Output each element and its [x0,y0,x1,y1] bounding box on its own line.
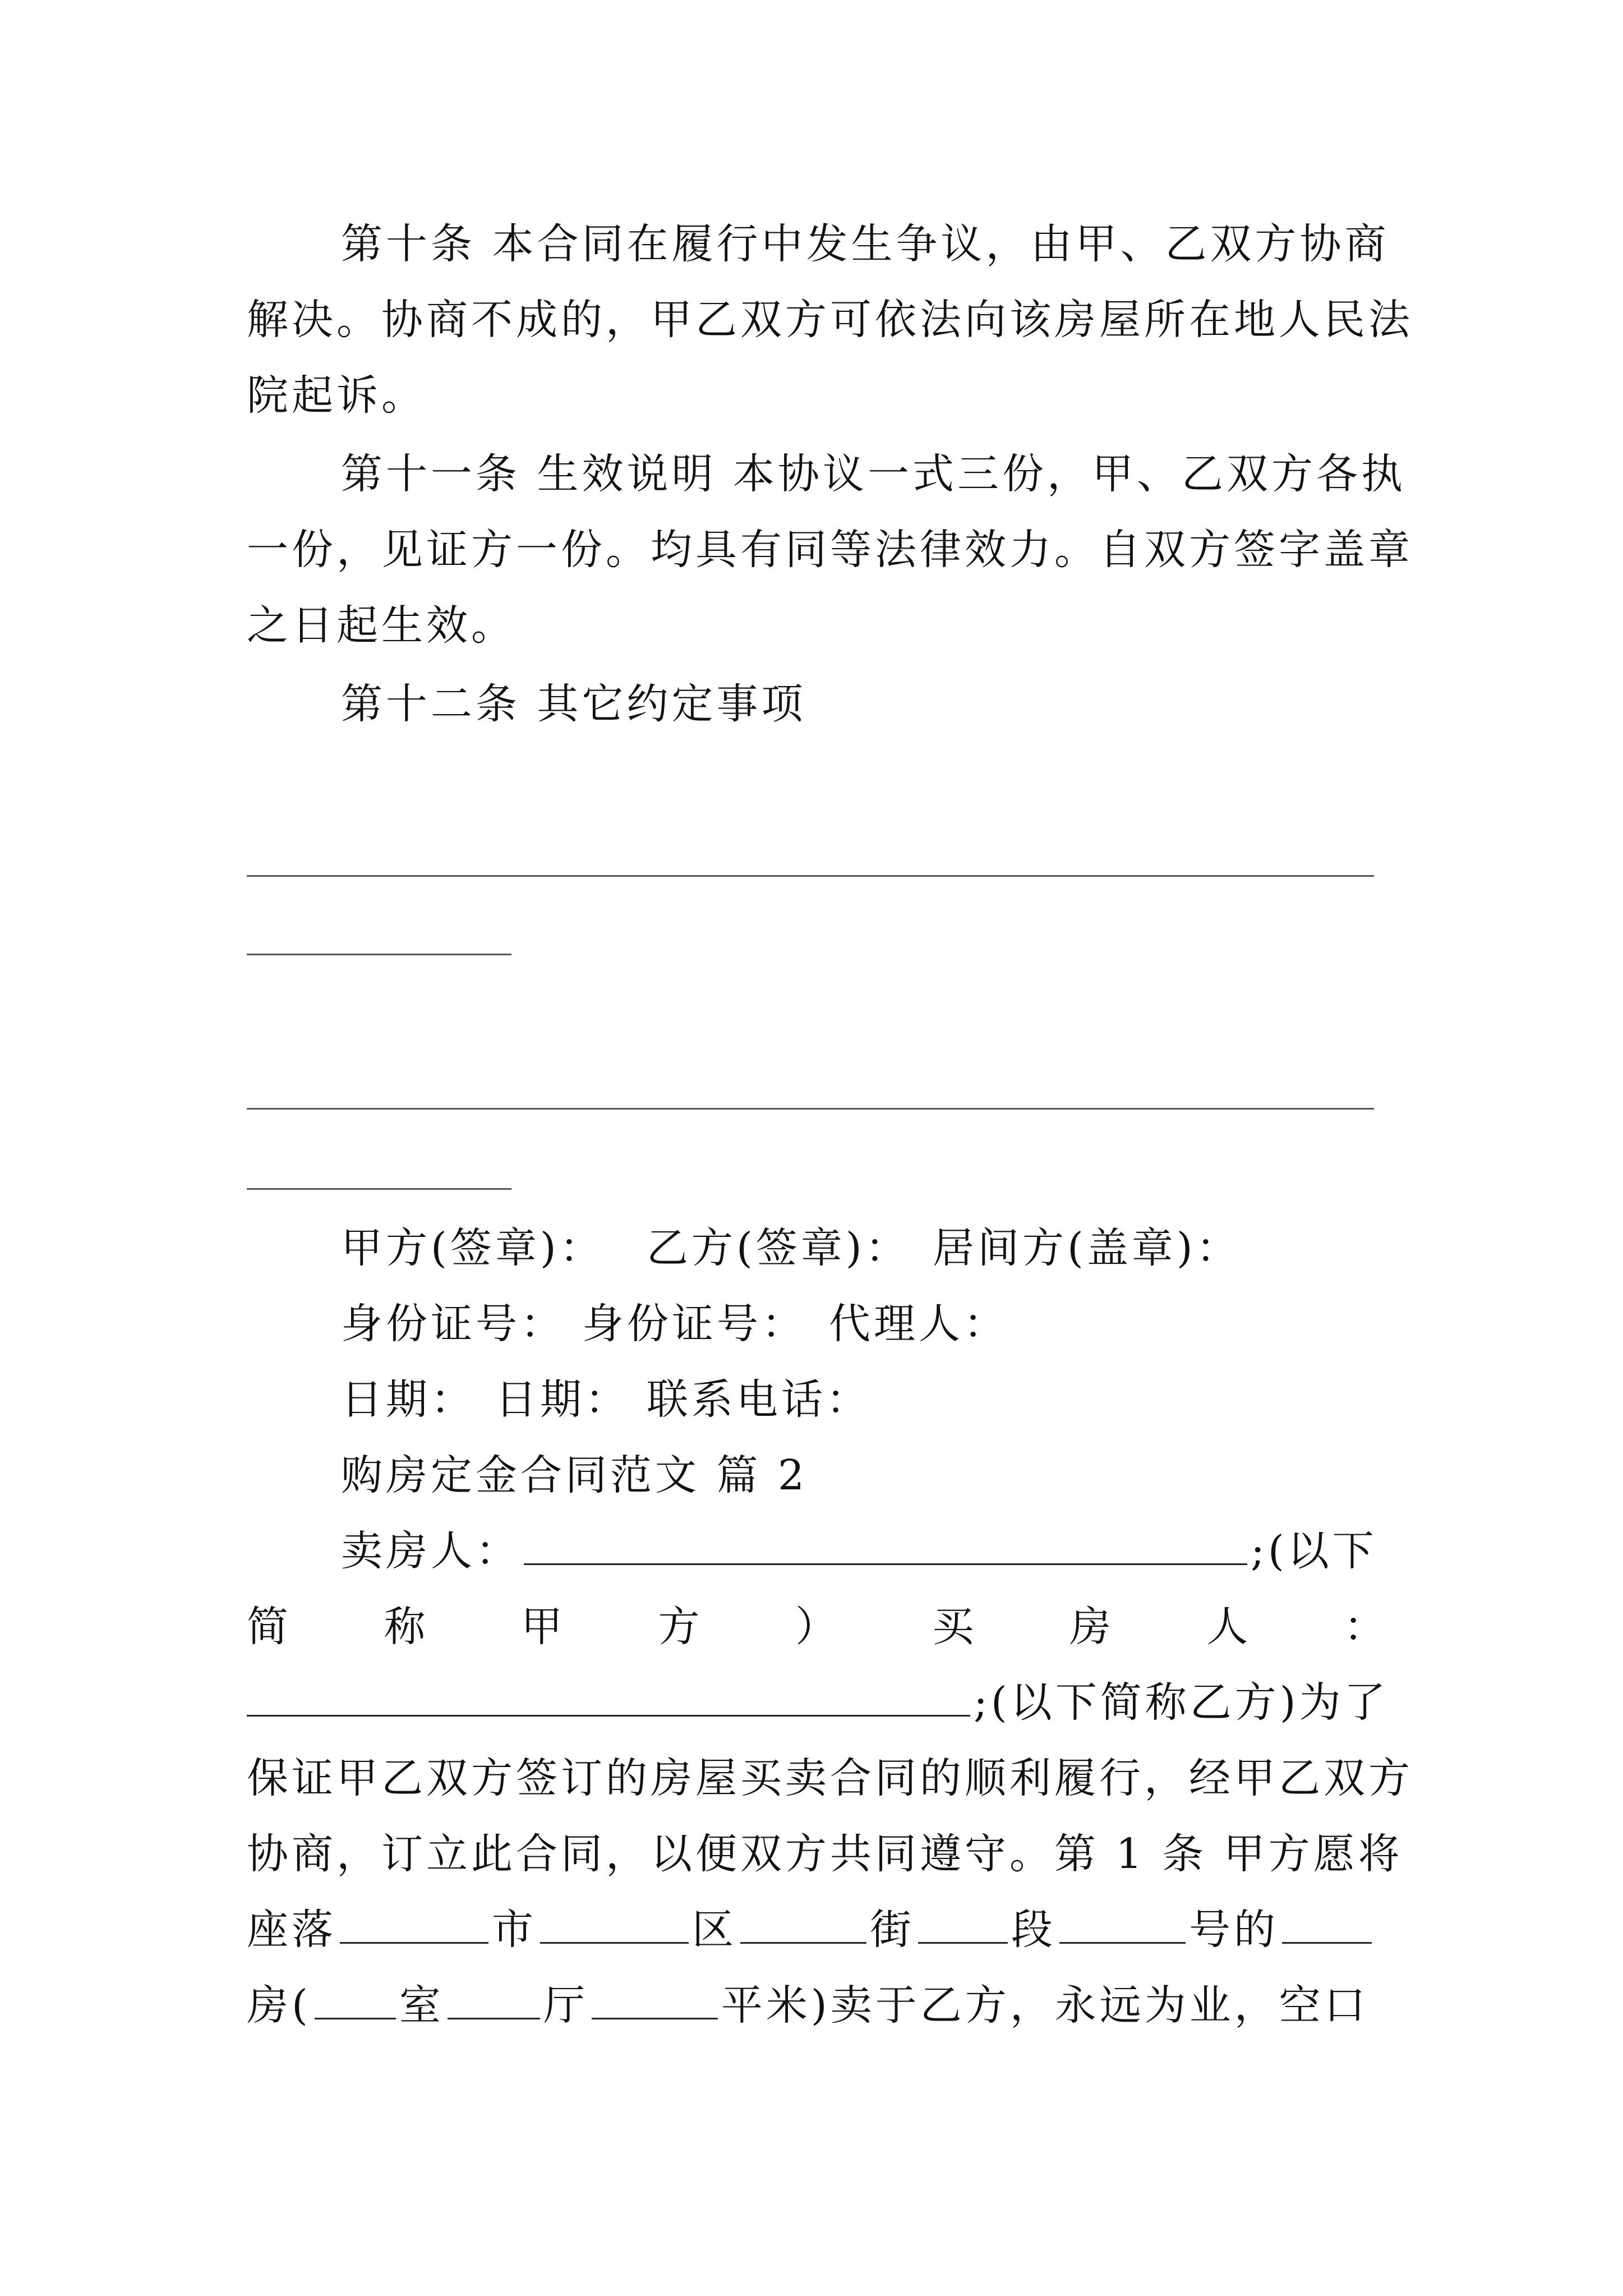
spread-char: 买 [932,1603,974,1651]
number-blank[interactable] [1059,1903,1186,1944]
spread-char: 方 [658,1603,700,1651]
intermediary-sign-label: 居间方(盖章)： [933,1224,1241,1272]
spread-char: ： [1344,1603,1385,1651]
address-part: 段 [1011,1906,1056,1954]
address-part: 区 [692,1906,737,1954]
party-b-sign-label: 乙方(签章)： [647,1224,910,1272]
spread-char: 简 [247,1603,288,1651]
signature-row-1 [0,1220,1623,1276]
justified-line [247,1599,1385,1655]
spread-char: 称 [384,1603,426,1651]
seller-blank[interactable] [524,1524,1247,1565]
address-part: 市 [492,1906,537,1954]
section-blank[interactable] [918,1903,1008,1944]
address-part: 号的 [1189,1906,1279,1954]
halls-blank[interactable] [448,1978,540,2019]
spread-char: 人 [1206,1603,1248,1651]
signature-row-2 [0,1296,1623,1352]
seller-suffix: ;(以下 [1251,1527,1377,1575]
signature-row-3 [0,1372,1623,1428]
contact-phone-label: 联系电话： [647,1375,871,1424]
section2-body-line1: 保证甲乙双方签订的房屋买卖合同的顺利履行，经甲乙双方 [247,1754,1413,1802]
fill-line-1 [247,875,1374,877]
address-part: 街 [870,1906,915,1954]
article12-line1: 第十二条 其它约定事项 [341,680,806,728]
room-part: 房( [247,1981,311,2030]
party-a-id-label: 身份证号： [341,1300,565,1348]
building-blank[interactable] [1282,1903,1372,1944]
spread-char: 房 [1069,1603,1111,1651]
buyer-suffix: ;(以下简称乙方)为了 [974,1678,1389,1727]
article10-line3: 院起诉。 [247,371,426,420]
party-b-date-label: 日期： [495,1375,630,1424]
area-blank[interactable] [592,1978,718,2019]
address-line [0,1902,1623,1958]
article10-line2: 解决。协商不成的，甲乙双方可依法向该房屋所在地人民法 [247,296,1413,344]
fill-line-4 [247,1188,511,1190]
street-blank[interactable] [740,1903,866,1944]
spread-char: 甲 [521,1603,562,1651]
room-part: 室 [399,1981,444,2030]
buyer-line [0,1674,1623,1731]
district-blank[interactable] [540,1903,689,1944]
seller-line [0,1523,1623,1579]
section2-title: 购房定金合同范文 篇 2 [341,1451,808,1499]
party-b-id-label: 身份证号： [582,1300,806,1348]
party-a-sign-label: 甲方(签章)： [341,1224,605,1272]
article11-line2: 一份，见证方一份。均具有同等法律效力。自双方签字盖章 [247,526,1413,574]
rooms-blank[interactable] [315,1978,396,2019]
fill-line-3 [247,1108,1374,1110]
buyer-blank[interactable] [247,1676,970,1717]
section2-body-line2: 协商，订立此合同，以便双方共同遵守。第 1 条 甲方愿将 [247,1830,1403,1878]
seller-label: 卖房人： [341,1527,520,1575]
fill-line-2 [247,954,511,955]
article11-line1: 第十一条 生效说明 本协议一式三份，甲、乙双方各执 [341,450,1407,498]
address-part: 座落 [247,1906,336,1954]
city-blank[interactable] [340,1903,488,1944]
article10-line1: 第十条 本合同在履行中发生争议，由甲、乙双方协商 [341,220,1390,268]
article11-line3: 之日起生效。 [247,601,516,650]
agent-label: 代理人： [829,1300,1008,1348]
room-line [0,1977,1623,2033]
spread-char: ） [795,1603,837,1651]
room-part: 厅 [543,1981,588,2030]
room-part: 平米)卖于乙方，永远为业，空口 [721,1981,1369,2030]
party-a-date-label: 日期： [341,1375,476,1424]
